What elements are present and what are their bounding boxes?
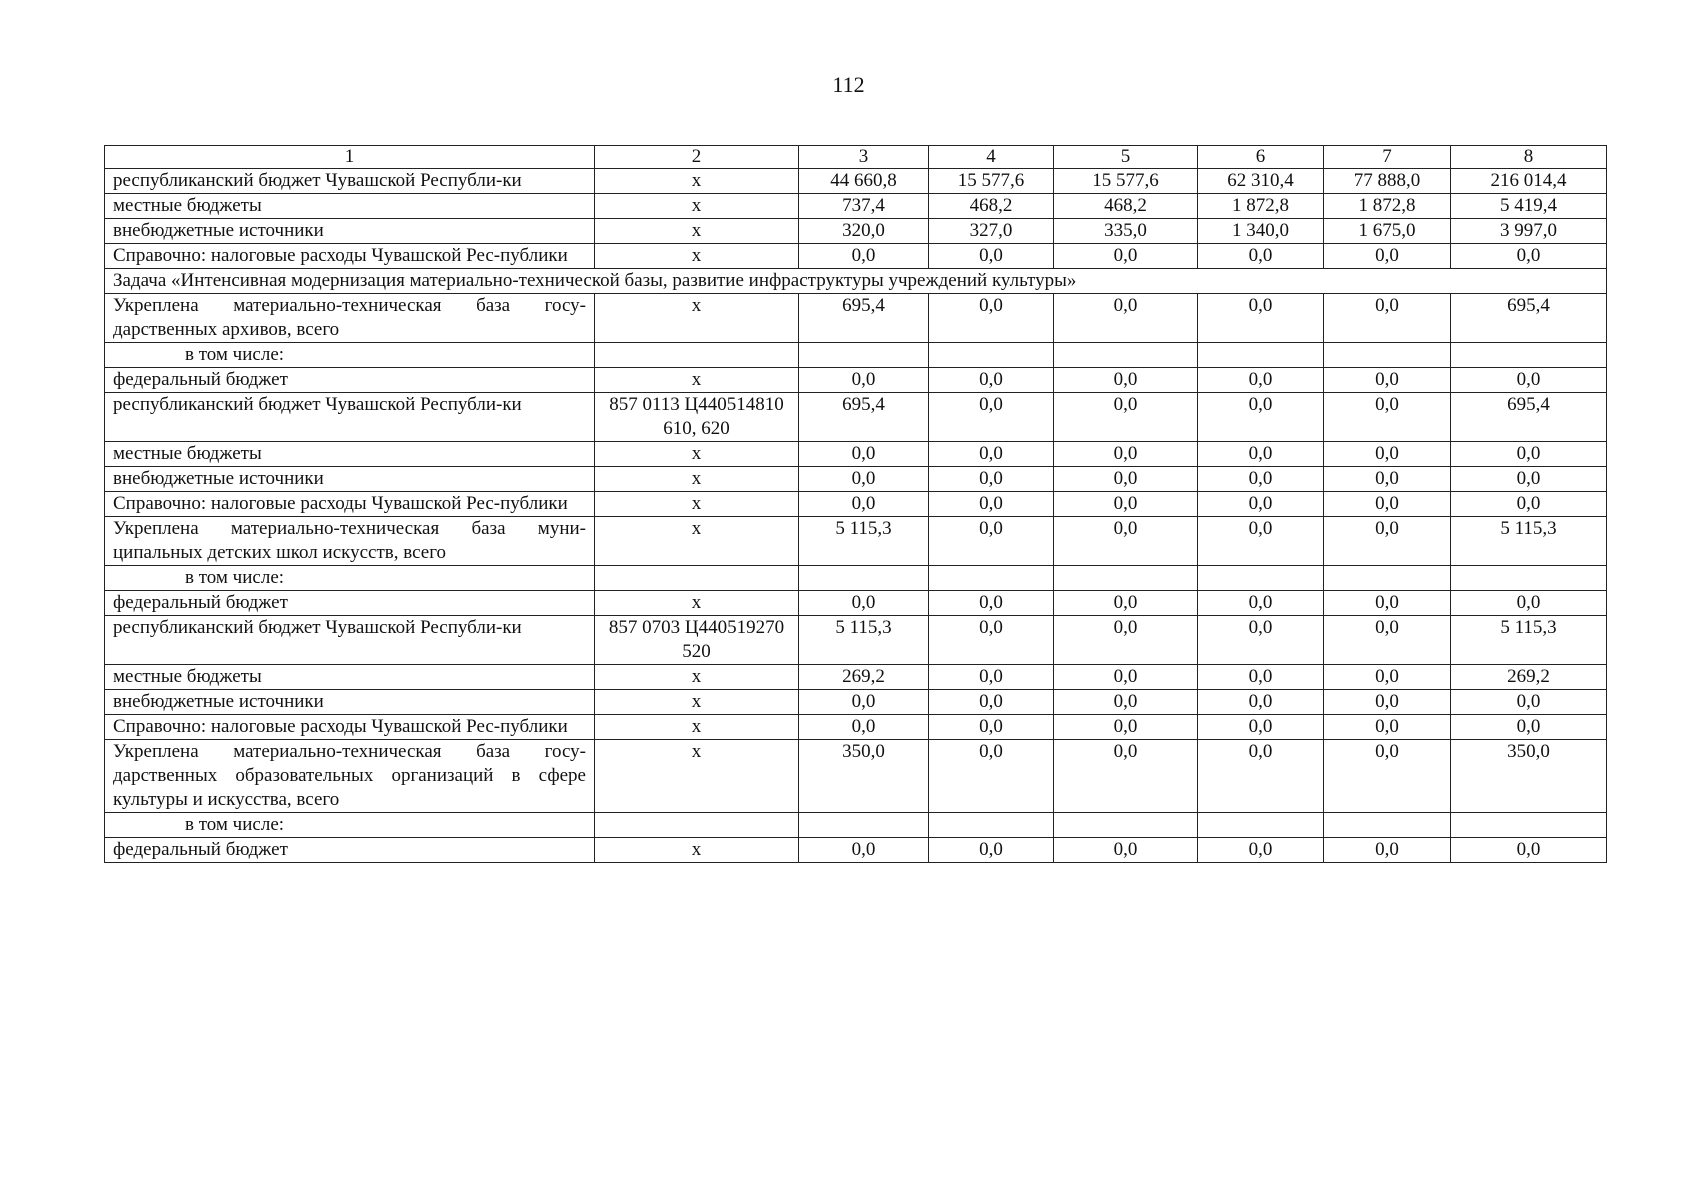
table-row xyxy=(105,517,1607,566)
empty-cell xyxy=(1324,566,1451,591)
subheading-row xyxy=(105,813,1607,838)
column-number-row xyxy=(105,146,1607,169)
value-cell: 0,0 xyxy=(1054,467,1198,492)
value-cell: 0,0 xyxy=(1054,517,1198,566)
empty-cell xyxy=(1054,566,1198,591)
budget-code: x xyxy=(595,194,799,219)
table-row xyxy=(105,442,1607,467)
table-row xyxy=(105,244,1607,269)
table-body xyxy=(105,146,1607,863)
value-cell: 0,0 xyxy=(1054,740,1198,813)
empty-cell xyxy=(1198,343,1324,368)
empty-cell xyxy=(1198,566,1324,591)
value-cell: 0,0 xyxy=(929,467,1054,492)
value-cell: 269,2 xyxy=(799,665,929,690)
value-cell: 0,0 xyxy=(1198,690,1324,715)
column-number: 7 xyxy=(1324,146,1451,169)
budget-code: x xyxy=(595,219,799,244)
empty-cell xyxy=(1451,566,1607,591)
budget-code: x xyxy=(595,442,799,467)
budget-code: x xyxy=(595,294,799,343)
value-cell: 1 340,0 xyxy=(1198,219,1324,244)
row-label: внебюджетные источники xyxy=(105,467,595,492)
value-cell: 0,0 xyxy=(929,393,1054,442)
subheading-row xyxy=(105,343,1607,368)
table-row xyxy=(105,740,1607,813)
row-label: Укреплена материально-техническая база муни-ципальных детских школ искусств, всего xyxy=(105,517,595,566)
value-cell: 0,0 xyxy=(1198,665,1324,690)
row-label: республиканский бюджет Чувашской Республи-ки xyxy=(105,169,595,194)
subheading-label: в том числе: xyxy=(105,566,595,591)
budget-code: x xyxy=(595,244,799,269)
value-cell: 0,0 xyxy=(1324,616,1451,665)
row-label: Укреплена материально-техническая база госу-дарственных образовательных организаций в сфере культуры и искусства, всего xyxy=(105,740,595,813)
value-cell: 0,0 xyxy=(1198,715,1324,740)
value-cell: 0,0 xyxy=(1054,294,1198,343)
empty-cell xyxy=(929,343,1054,368)
value-cell: 0,0 xyxy=(1198,616,1324,665)
value-cell: 0,0 xyxy=(799,368,929,393)
row-label: внебюджетные источники xyxy=(105,219,595,244)
value-cell: 0,0 xyxy=(1324,740,1451,813)
value-cell: 0,0 xyxy=(1198,492,1324,517)
row-label: федеральный бюджет xyxy=(105,591,595,616)
value-cell: 0,0 xyxy=(1198,467,1324,492)
budget-table xyxy=(104,145,1607,863)
value-cell: 0,0 xyxy=(1451,368,1607,393)
budget-code: x xyxy=(595,665,799,690)
value-cell: 1 872,8 xyxy=(1198,194,1324,219)
value-cell: 0,0 xyxy=(1451,715,1607,740)
value-cell: 0,0 xyxy=(929,244,1054,269)
value-cell: 695,4 xyxy=(799,294,929,343)
value-cell: 1 872,8 xyxy=(1324,194,1451,219)
row-label: республиканский бюджет Чувашской Республи-ки xyxy=(105,393,595,442)
value-cell: 0,0 xyxy=(1198,244,1324,269)
value-cell: 5 115,3 xyxy=(799,517,929,566)
value-cell: 0,0 xyxy=(1451,838,1607,863)
value-cell: 0,0 xyxy=(1324,393,1451,442)
row-label: Справочно: налоговые расходы Чувашской Рес-публики xyxy=(105,715,595,740)
value-cell: 0,0 xyxy=(1451,244,1607,269)
value-cell: 0,0 xyxy=(929,665,1054,690)
value-cell: 0,0 xyxy=(1324,665,1451,690)
value-cell: 62 310,4 xyxy=(1198,169,1324,194)
row-label: Укреплена материально-техническая база госу-дарственных архивов, всего xyxy=(105,294,595,343)
empty-cell xyxy=(1451,343,1607,368)
value-cell: 468,2 xyxy=(929,194,1054,219)
table-row xyxy=(105,616,1607,665)
budget-code: x xyxy=(595,591,799,616)
task-title: Задача «Интенсивная модернизация материально-технической базы, развитие инфраструктуры учреждений культуры» xyxy=(105,269,1607,294)
value-cell: 5 115,3 xyxy=(1451,517,1607,566)
value-cell: 0,0 xyxy=(1198,393,1324,442)
value-cell: 0,0 xyxy=(929,591,1054,616)
value-cell: 0,0 xyxy=(1324,368,1451,393)
value-cell: 0,0 xyxy=(1054,715,1198,740)
empty-cell xyxy=(595,343,799,368)
value-cell: 0,0 xyxy=(929,294,1054,343)
value-cell: 0,0 xyxy=(1054,665,1198,690)
value-cell: 0,0 xyxy=(799,838,929,863)
value-cell: 0,0 xyxy=(929,690,1054,715)
budget-code: x xyxy=(595,715,799,740)
budget-code: x xyxy=(595,467,799,492)
table-row xyxy=(105,294,1607,343)
row-label: местные бюджеты xyxy=(105,194,595,219)
value-cell: 0,0 xyxy=(1198,591,1324,616)
value-cell: 0,0 xyxy=(799,690,929,715)
value-cell: 0,0 xyxy=(1451,492,1607,517)
value-cell: 0,0 xyxy=(1324,715,1451,740)
column-number: 1 xyxy=(105,146,595,169)
column-number: 5 xyxy=(1054,146,1198,169)
column-number: 4 xyxy=(929,146,1054,169)
column-number: 6 xyxy=(1198,146,1324,169)
value-cell: 0,0 xyxy=(1324,517,1451,566)
value-cell: 0,0 xyxy=(1054,368,1198,393)
table-row xyxy=(105,194,1607,219)
page-number: 112 xyxy=(832,72,865,97)
value-cell: 335,0 xyxy=(1054,219,1198,244)
value-cell: 737,4 xyxy=(799,194,929,219)
budget-code: x xyxy=(595,368,799,393)
value-cell: 0,0 xyxy=(1054,244,1198,269)
value-cell: 0,0 xyxy=(1054,616,1198,665)
value-cell: 0,0 xyxy=(1324,294,1451,343)
empty-cell xyxy=(1324,813,1451,838)
budget-code: x xyxy=(595,690,799,715)
empty-cell xyxy=(595,813,799,838)
empty-cell xyxy=(595,566,799,591)
value-cell: 77 888,0 xyxy=(1324,169,1451,194)
table-row xyxy=(105,665,1607,690)
value-cell: 0,0 xyxy=(1324,591,1451,616)
value-cell: 0,0 xyxy=(1324,244,1451,269)
value-cell: 269,2 xyxy=(1451,665,1607,690)
value-cell: 0,0 xyxy=(1054,690,1198,715)
empty-cell xyxy=(1054,813,1198,838)
empty-cell xyxy=(1198,813,1324,838)
budget-code: 857 0703 Ц440519270 520 xyxy=(595,616,799,665)
row-label: республиканский бюджет Чувашской Республи-ки xyxy=(105,616,595,665)
table-row xyxy=(105,467,1607,492)
value-cell: 0,0 xyxy=(929,442,1054,467)
column-number: 8 xyxy=(1451,146,1607,169)
column-number: 2 xyxy=(595,146,799,169)
value-cell: 0,0 xyxy=(1198,838,1324,863)
empty-cell xyxy=(799,566,929,591)
row-label: местные бюджеты xyxy=(105,665,595,690)
table-row xyxy=(105,169,1607,194)
empty-cell xyxy=(1054,343,1198,368)
value-cell: 0,0 xyxy=(1198,368,1324,393)
row-label: Справочно: налоговые расходы Чувашской Рес-публики xyxy=(105,244,595,269)
value-cell: 327,0 xyxy=(929,219,1054,244)
value-cell: 0,0 xyxy=(1324,492,1451,517)
value-cell: 0,0 xyxy=(799,442,929,467)
budget-code: x xyxy=(595,740,799,813)
value-cell: 5 115,3 xyxy=(799,616,929,665)
value-cell: 0,0 xyxy=(929,616,1054,665)
value-cell: 0,0 xyxy=(799,591,929,616)
value-cell: 350,0 xyxy=(799,740,929,813)
budget-code: 857 0113 Ц440514810 610, 620 xyxy=(595,393,799,442)
row-label: Справочно: налоговые расходы Чувашской Рес-публики xyxy=(105,492,595,517)
table-row xyxy=(105,393,1607,442)
row-label: федеральный бюджет xyxy=(105,838,595,863)
table-row xyxy=(105,368,1607,393)
empty-cell xyxy=(799,813,929,838)
row-label: внебюджетные источники xyxy=(105,690,595,715)
value-cell: 0,0 xyxy=(929,492,1054,517)
table-row xyxy=(105,591,1607,616)
budget-code: x xyxy=(595,492,799,517)
task-row xyxy=(105,269,1607,294)
value-cell: 0,0 xyxy=(799,244,929,269)
value-cell: 695,4 xyxy=(799,393,929,442)
value-cell: 0,0 xyxy=(1198,442,1324,467)
value-cell: 695,4 xyxy=(1451,393,1607,442)
value-cell: 3 997,0 xyxy=(1451,219,1607,244)
value-cell: 0,0 xyxy=(1198,517,1324,566)
budget-code: x xyxy=(595,517,799,566)
empty-cell xyxy=(929,813,1054,838)
value-cell: 44 660,8 xyxy=(799,169,929,194)
empty-cell xyxy=(1451,813,1607,838)
value-cell: 468,2 xyxy=(1054,194,1198,219)
value-cell: 350,0 xyxy=(1451,740,1607,813)
value-cell: 0,0 xyxy=(929,740,1054,813)
value-cell: 5 115,3 xyxy=(1451,616,1607,665)
value-cell: 0,0 xyxy=(1451,690,1607,715)
value-cell: 0,0 xyxy=(1054,442,1198,467)
table-row xyxy=(105,492,1607,517)
value-cell: 0,0 xyxy=(1198,740,1324,813)
value-cell: 0,0 xyxy=(799,715,929,740)
value-cell: 216 014,4 xyxy=(1451,169,1607,194)
value-cell: 0,0 xyxy=(1324,690,1451,715)
value-cell: 0,0 xyxy=(929,517,1054,566)
value-cell: 0,0 xyxy=(799,492,929,517)
value-cell: 5 419,4 xyxy=(1451,194,1607,219)
value-cell: 0,0 xyxy=(929,838,1054,863)
value-cell: 1 675,0 xyxy=(1324,219,1451,244)
value-cell: 0,0 xyxy=(929,715,1054,740)
value-cell: 0,0 xyxy=(799,467,929,492)
subheading-label: в том числе: xyxy=(105,343,595,368)
value-cell: 0,0 xyxy=(1451,591,1607,616)
value-cell: 695,4 xyxy=(1451,294,1607,343)
column-number: 3 xyxy=(799,146,929,169)
value-cell: 0,0 xyxy=(1054,838,1198,863)
value-cell: 0,0 xyxy=(1451,442,1607,467)
table-row xyxy=(105,838,1607,863)
table-row xyxy=(105,715,1607,740)
value-cell: 0,0 xyxy=(1324,467,1451,492)
empty-cell xyxy=(799,343,929,368)
budget-code: x xyxy=(595,169,799,194)
value-cell: 15 577,6 xyxy=(929,169,1054,194)
empty-cell xyxy=(929,566,1054,591)
value-cell: 0,0 xyxy=(1324,442,1451,467)
value-cell: 0,0 xyxy=(1054,393,1198,442)
value-cell: 15 577,6 xyxy=(1054,169,1198,194)
value-cell: 0,0 xyxy=(1451,467,1607,492)
value-cell: 0,0 xyxy=(1054,492,1198,517)
value-cell: 0,0 xyxy=(1198,294,1324,343)
empty-cell xyxy=(1324,343,1451,368)
budget-code: x xyxy=(595,838,799,863)
value-cell: 0,0 xyxy=(929,368,1054,393)
value-cell: 0,0 xyxy=(1054,591,1198,616)
value-cell: 320,0 xyxy=(799,219,929,244)
subheading-label: в том числе: xyxy=(105,813,595,838)
table-row xyxy=(105,219,1607,244)
value-cell: 0,0 xyxy=(1324,838,1451,863)
row-label: местные бюджеты xyxy=(105,442,595,467)
row-label: федеральный бюджет xyxy=(105,368,595,393)
table-row xyxy=(105,690,1607,715)
subheading-row xyxy=(105,566,1607,591)
